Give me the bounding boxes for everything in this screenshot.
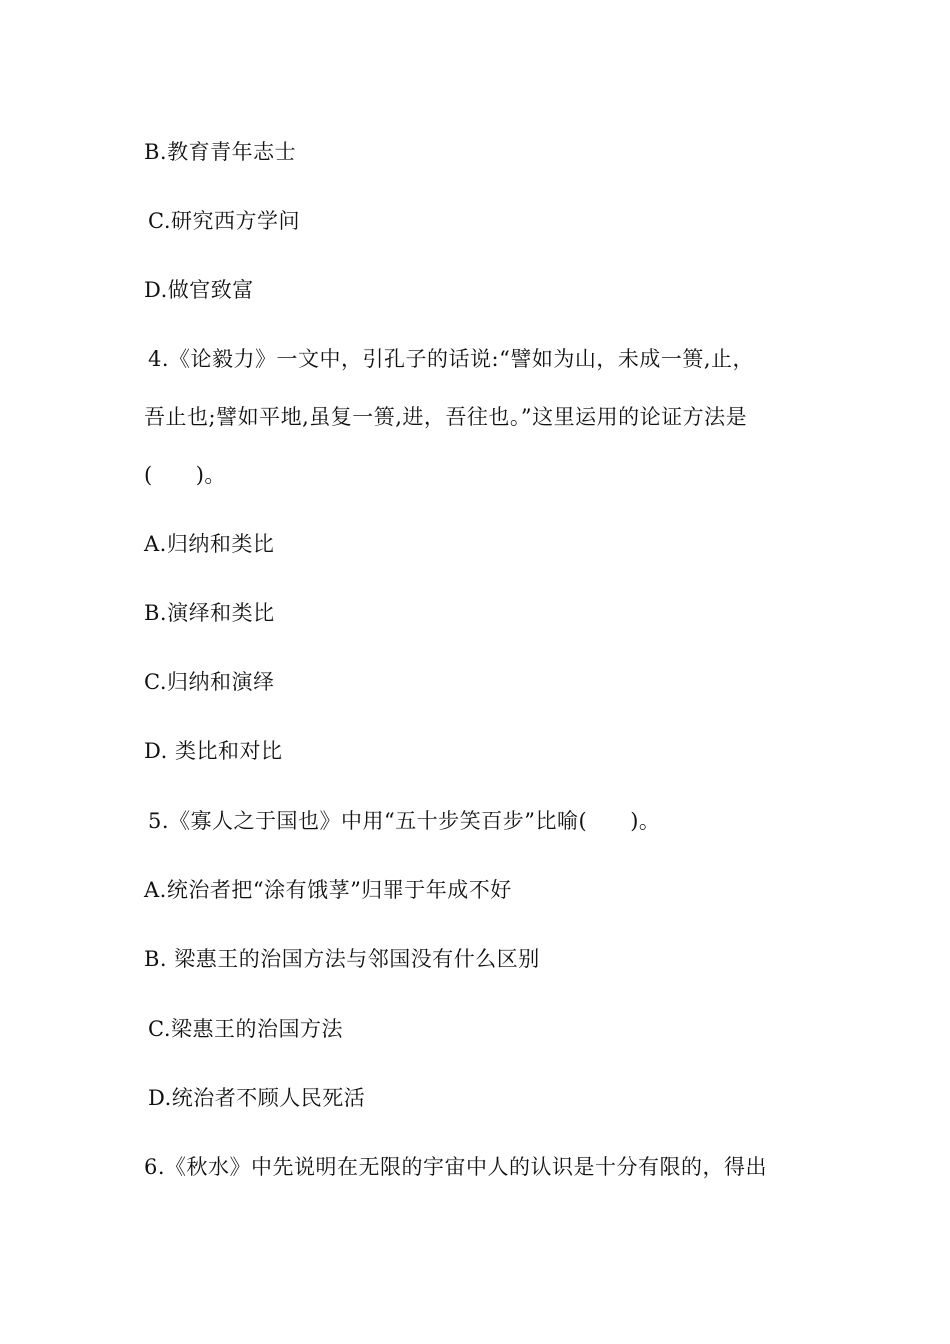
- option-5b: B. 梁惠王的治国方法与邻国没有什么区别: [144, 947, 540, 971]
- question-4-line-2: 吾止也;譬如平地,虽复一篑,进，吾往也。”这里运用的论证方法是: [144, 405, 748, 429]
- option-3c: C.研究西方学问: [148, 209, 300, 233]
- question-4-line-3: ( )。: [144, 463, 226, 487]
- question-4-line-1: 4.《论毅力》一文中，引孔子的话说:“譬如为山，未成一篑,止，: [148, 347, 755, 371]
- question-5: 5.《寡人之于国也》中用“五十步笑百步”比喻( )。: [148, 809, 661, 833]
- option-5c: C.梁惠王的治国方法: [148, 1017, 343, 1041]
- option-4b: B.演绎和类比: [144, 601, 275, 625]
- option-5d: D.统治者不顾人民死活: [148, 1086, 366, 1110]
- option-3b: B.教育青年志士: [144, 140, 297, 164]
- option-5a: A.统治者把“涂有饿莩”归罪于年成不好: [144, 878, 512, 902]
- option-4d: D. 类比和对比: [144, 739, 283, 763]
- option-4c: C.归纳和演绎: [144, 670, 275, 694]
- option-3d: D.做官致富: [144, 278, 254, 302]
- question-6-line-1: 6.《秋水》中先说明在无限的宇宙中人的认识是十分有限的，得出: [144, 1155, 768, 1179]
- option-4a: A.归纳和类比: [144, 532, 275, 556]
